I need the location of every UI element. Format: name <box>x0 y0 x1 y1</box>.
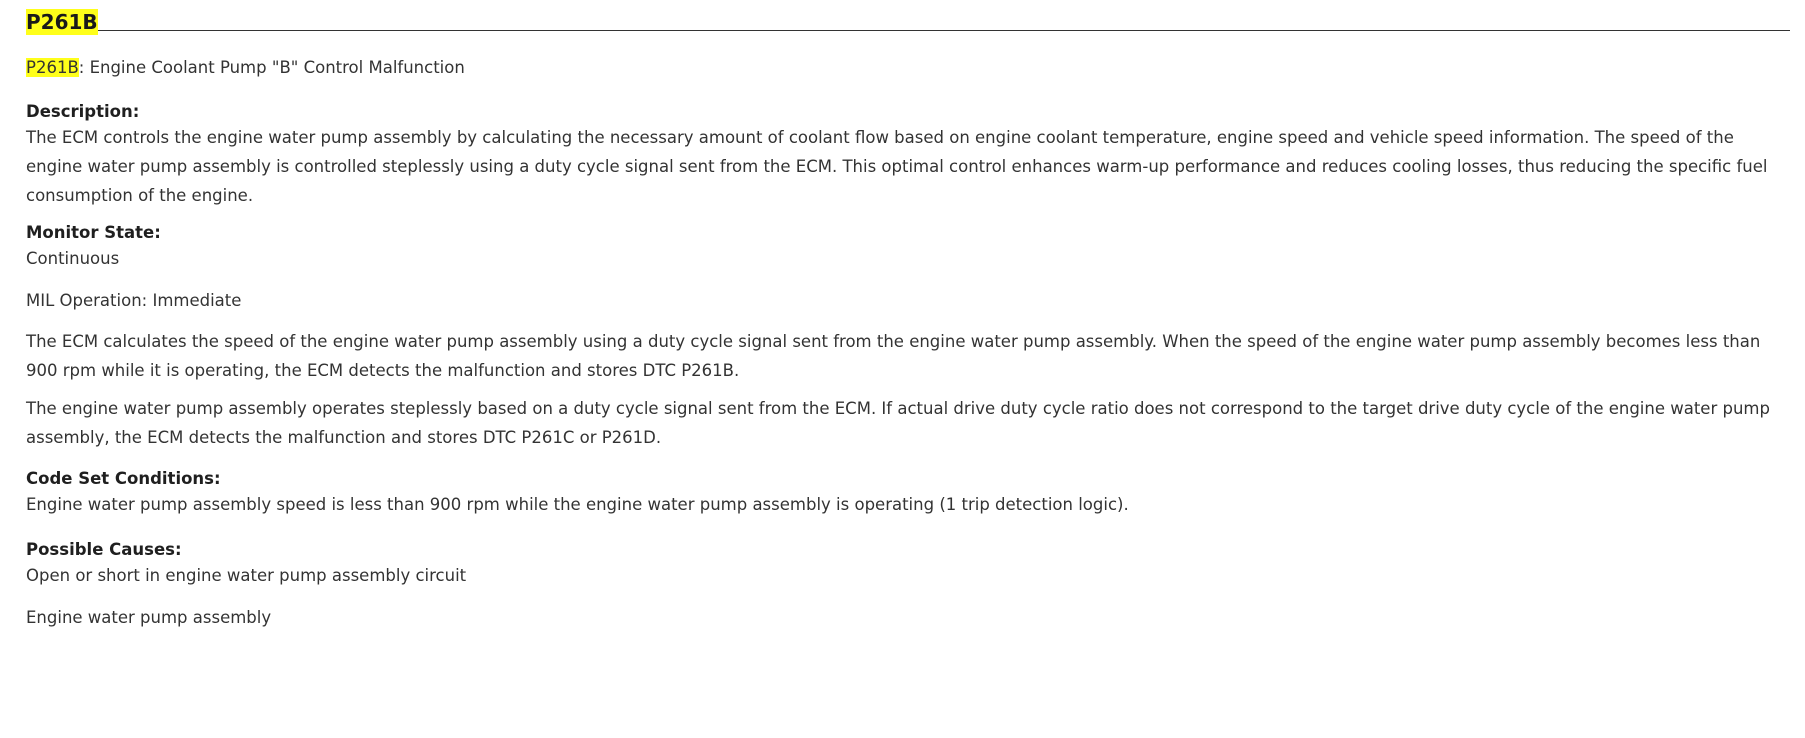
dtc-summary <box>26 53 465 82</box>
title-row <box>26 0 1790 34</box>
description-label: Description: <box>26 102 140 121</box>
possible-cause-item: Engine water pump assembly <box>26 608 272 627</box>
possible-causes-label: Possible Causes: <box>26 540 182 559</box>
code-set-conditions-label: Code Set Conditions: <box>26 469 221 488</box>
page-title: P261B <box>26 10 98 34</box>
drive-duty-paragraph: The engine water pump assembly operates steplessly based on a duty cycle signal sent from the ECM. If actual drive duty cycle ratio does not correspond to the target drive duty cycle of the engine water pump assembly, the ECM detects the malfunction and stores DTC P261C or P261D. <box>26 399 1770 447</box>
possible-cause-item: Open or short in engine water pump assembly circuit <box>26 566 467 585</box>
mil-operation: MIL Operation: Immediate <box>26 291 242 310</box>
monitor-state-value: Continuous <box>26 249 120 268</box>
detection-paragraph: The ECM calculates the speed of the engine water pump assembly using a duty cycle signal sent from the engine water pump assembly. When the speed of the engine water pump assembly becomes less than 900 rpm while it is operating, the ECM detects the malfunction and stores DTC P261B. <box>26 332 1761 380</box>
description-text: The ECM controls the engine water pump assembly by calculating the necessary amount of coolant flow based on engine coolant temperature, engine speed and vehicle speed information. The speed of the engine water pump assembly is controlled steplessly using a duty cycle signal sent from the ECM. This optimal control enhances warm-up performance and reduces cooling losses, thus reducing the specific fuel consumption of the engine. <box>26 128 1768 205</box>
code-set-conditions-text: Engine water pump assembly speed is less than 900 rpm while the engine water pump assembly is operating (1 trip detection logic). <box>26 495 1129 514</box>
dtc-code-highlight: P261B <box>26 58 79 77</box>
dtc-summary-text: : Engine Coolant Pump "B" Control Malfunction <box>78 58 465 77</box>
monitor-state-label: Monitor State: <box>26 223 161 242</box>
